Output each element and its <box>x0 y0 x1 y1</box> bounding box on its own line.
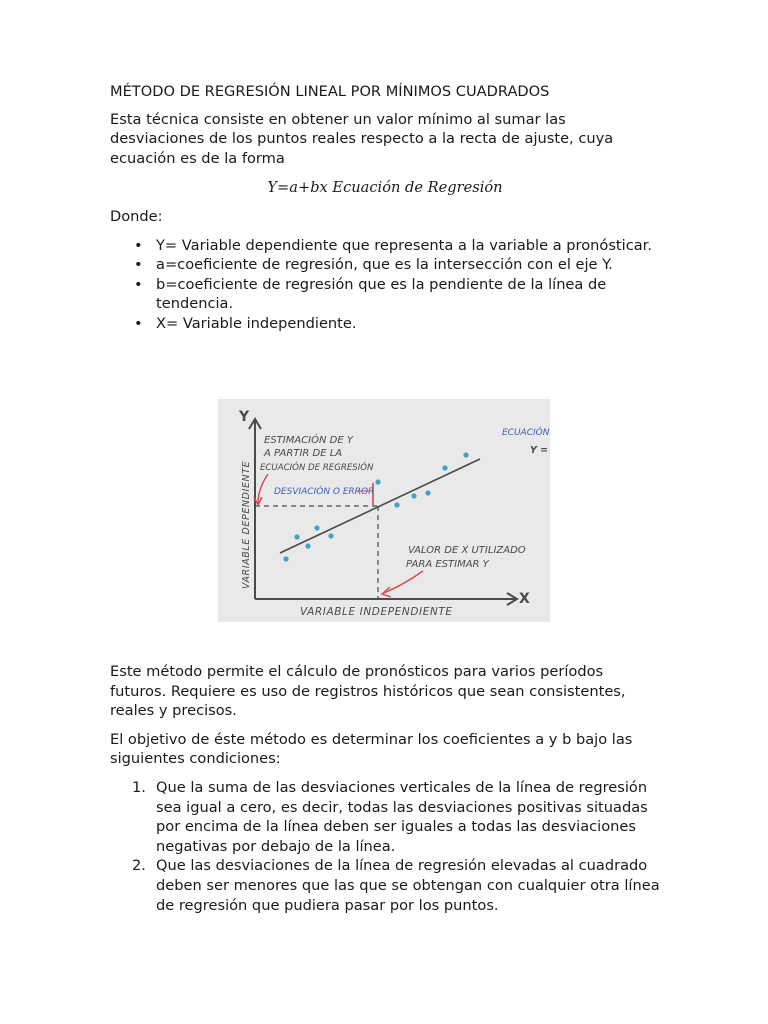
x-axis-letter: X <box>519 591 530 607</box>
x-value-label-line-1: VALOR DE X UTILIZADO <box>408 545 526 556</box>
equation-label-line-2: Y = <box>530 445 549 456</box>
data-point <box>425 490 430 495</box>
paragraph-objective: El objetivo de éste método es determinar los coeficientes a y b bajo las siguientes condiciones: <box>110 730 633 768</box>
figure-background <box>218 399 550 622</box>
list-number: 2. <box>132 857 146 875</box>
list-item <box>132 778 660 856</box>
y-axis-label: VARIABLE DEPENDIENTE <box>241 460 252 589</box>
data-point <box>394 502 399 507</box>
list-number: 1. <box>132 778 146 796</box>
paragraph-forecasting: Este método permite el cálculo de pronósticos para varios períodos futuros. Requiere es uso de registros históricos que sean consistentes, reales y precisos. <box>110 663 626 720</box>
data-point <box>328 533 333 538</box>
data-point <box>375 479 380 484</box>
list-item <box>132 856 660 915</box>
regression-diagram <box>218 399 550 622</box>
regression-figure <box>218 399 550 622</box>
data-point <box>283 556 288 561</box>
list-item: • X= Variable independiente. <box>156 314 660 334</box>
data-point <box>294 534 299 539</box>
estimation-label-line-3: ECUACIÓN DE REGRESIÓN <box>260 463 374 473</box>
data-point <box>463 452 468 457</box>
variable-definitions-list <box>110 236 660 334</box>
document-body-lower <box>110 662 660 915</box>
data-point <box>305 543 310 548</box>
x-axis-label: VARIABLE INDEPENDIENTE <box>300 606 453 618</box>
list-item: • b=coeficiente de regresión que es la pendiente de la línea de tendencia. <box>156 275 660 314</box>
data-point <box>314 525 319 530</box>
list-item: • a=coeficiente de regresión, que es la intersección con el eje Y. <box>156 255 660 275</box>
conditions-list <box>110 778 660 915</box>
data-point <box>442 465 447 470</box>
x-value-label-line-2: PARA ESTIMAR Y <box>406 559 489 570</box>
document-body <box>110 82 660 334</box>
y-axis-letter: Y <box>239 409 250 425</box>
equation-label-line-1: ECUACIÓN <box>502 428 550 438</box>
list-item: • Y= Variable dependiente que representa a la variable a pronósticar. <box>156 236 660 256</box>
page-title: MÉTODO DE REGRESIÓN LINEAL POR MÍNIMOS CUADRADOS <box>110 83 550 100</box>
data-point <box>411 493 416 498</box>
list-item-text: Que las desviaciones de la línea de regresión elevadas al cuadrado deben ser menores que las que se obtengan con cualquier otra línea de regresión que pudiera pasar por los puntos. <box>156 857 660 914</box>
list-item-text: Que la suma de las desviaciones verticales de la línea de regresión sea igual a cero, es decir, todas las desviaciones positivas situadas por encima de la línea deben ser iguales a todas las desviaciones negativas por debajo de la línea. <box>156 778 648 855</box>
estimation-label-line-2: A PARTIR DE LA <box>264 448 343 459</box>
intro-paragraph: Esta técnica consiste en obtener un valor mínimo al sumar las desviaciones de los puntos reales respecto a la recta de ajuste, cuya ecuación es de la forma <box>110 110 614 167</box>
donde-label: Donde: <box>110 207 163 225</box>
regression-formula: Y=a+bx Ecuación de Regresión <box>267 179 503 197</box>
deviation-label: DESVIACIÓN O ERROR <box>274 487 375 497</box>
estimation-label-line-1: ESTIMACIÓN DE Y <box>264 435 353 446</box>
